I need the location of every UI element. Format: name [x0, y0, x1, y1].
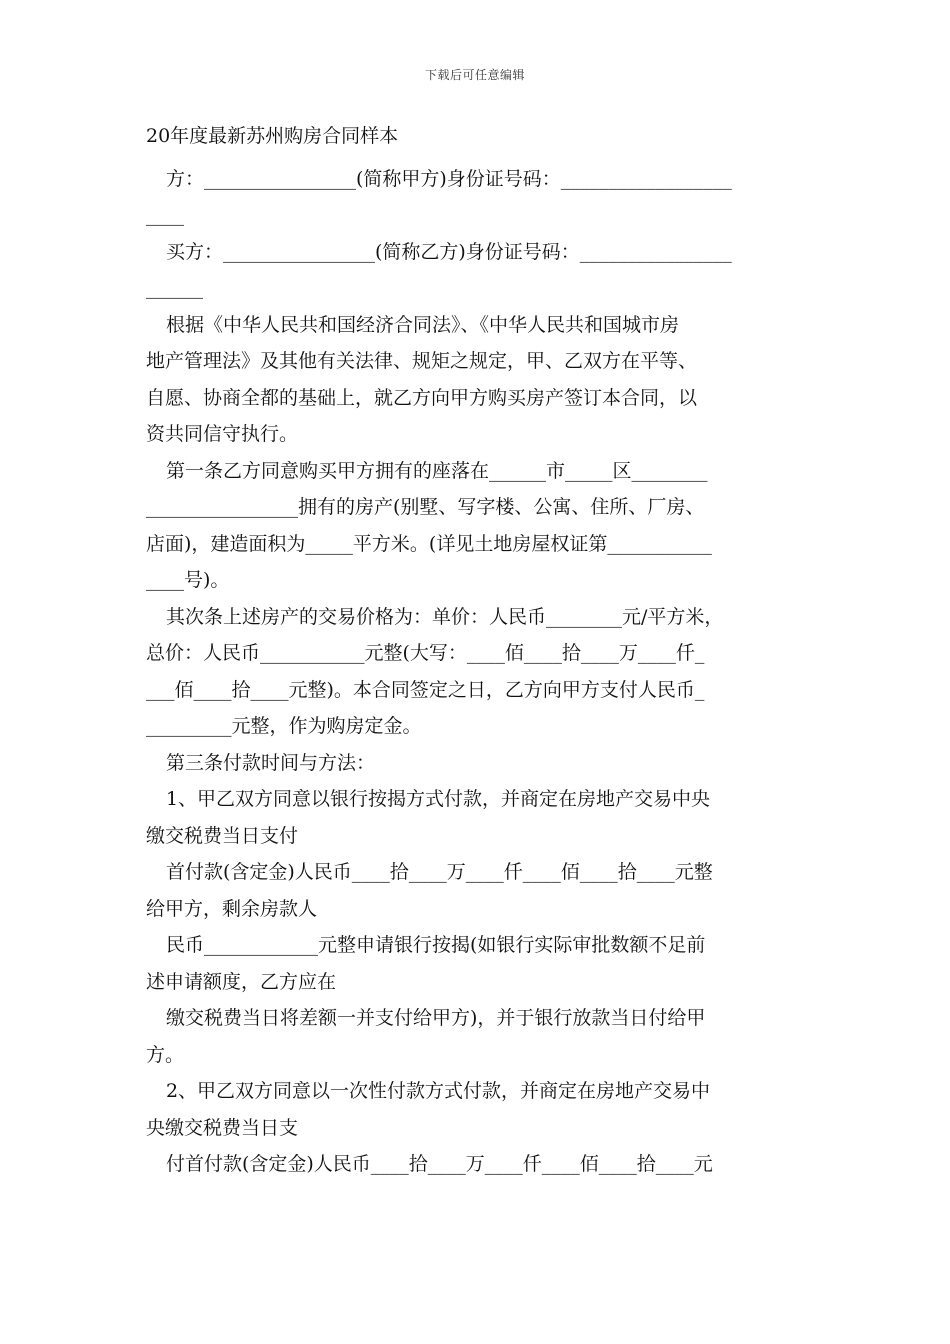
- paragraph-list: [146, 161, 810, 1183]
- contract-paragraph: [146, 1073, 810, 1146]
- contract-body: [146, 118, 810, 1183]
- paragraph-line: _________元整，作为购房定金。: [146, 715, 422, 737]
- paragraph-line: 方：________________(简称甲方)身份证号码：__________________: [165, 167, 732, 190]
- paragraph-line: 1、甲乙双方同意以银行按揭方式付款，并商定在房地产交易中央: [165, 788, 711, 810]
- paragraph-line: 2、甲乙双方同意以一次性付款方式付款，并商定在房地产交易中: [165, 1080, 711, 1102]
- paragraph-line: 央缴交税费当日支: [146, 1116, 299, 1139]
- paragraph-line: 资共同信守执行。: [146, 423, 299, 445]
- paragraph-line: 第一条乙方同意购买甲方拥有的座落在______市_____区________: [165, 459, 708, 482]
- contract-paragraph: [146, 854, 810, 927]
- paragraph-line: 缴交税费当日支付: [146, 824, 299, 847]
- paragraph-line: ______: [146, 277, 203, 299]
- paragraph-line: ____号)。: [146, 569, 230, 591]
- paragraph-line: 其次条上述房产的交易价格为：单价：人民币________元/平方米，: [165, 605, 724, 628]
- paragraph-line: 总价：人民币___________元整(大写：____佰____拾____万____仟_: [146, 642, 705, 664]
- contract-paragraph: [146, 307, 810, 453]
- paragraph-line: 地产管理法》及其他有关法律、规矩之规定，甲、乙双方在平等、: [146, 350, 698, 372]
- contract-paragraph: [146, 781, 810, 854]
- paragraph-line: 缴交税费当日将差额一并支付给甲方)，并于银行放款当日付给甲: [165, 1007, 706, 1029]
- contract-paragraph: [146, 927, 810, 1000]
- contract-paragraph: [146, 599, 810, 745]
- contract-paragraph: [146, 745, 810, 782]
- contract-paragraph: [146, 234, 810, 307]
- page-header-note: 下载后可任意编辑: [424, 68, 525, 82]
- contract-paragraph: [146, 1146, 810, 1183]
- paragraph-line: 首付款(含定金)人民币____拾____万____仟____佰____拾____元整: [165, 861, 713, 883]
- paragraph-line: 述申请额度，乙方应在: [146, 970, 337, 993]
- paragraph-line: 民币____________元整申请银行按揭(如银行实际审批数额不足前: [165, 934, 706, 956]
- paragraph-line: 第三条付款时间与方法：: [165, 751, 375, 774]
- paragraph-line: 店面)，建造面积为_____平方米。(详见土地房屋权证第___________: [146, 532, 712, 555]
- paragraph-line: 自愿、协商全都的基础上，就乙方向甲方购买房产签订本合同，以: [146, 386, 698, 409]
- paragraph-line: 付首付款(含定金)人民币____拾____万____仟____佰____拾____元: [165, 1153, 713, 1175]
- paragraph-line: 买方：________________(简称乙方)身份证号码：________________: [165, 240, 732, 263]
- paragraph-line: ___佰____拾____元整)。本合同签定之日，乙方向甲方支付人民币_: [146, 678, 705, 701]
- document-title: 20年度最新苏州购房合同样本: [146, 125, 399, 147]
- paragraph-line: 给甲方，剩余房款人: [146, 897, 318, 920]
- paragraph-line: 方。: [146, 1043, 185, 1066]
- paragraph-line: 根据《中华人民共和国经济合同法》、《中华人民共和国城市房: [165, 313, 679, 336]
- paragraph-line: ________________拥有的房产(别墅、写字楼、公寓、住所、厂房、: [146, 496, 705, 518]
- contract-paragraph: [146, 1000, 810, 1073]
- contract-paragraph: [146, 453, 810, 599]
- paragraph-line: ____: [146, 204, 184, 226]
- contract-paragraph: [146, 161, 810, 234]
